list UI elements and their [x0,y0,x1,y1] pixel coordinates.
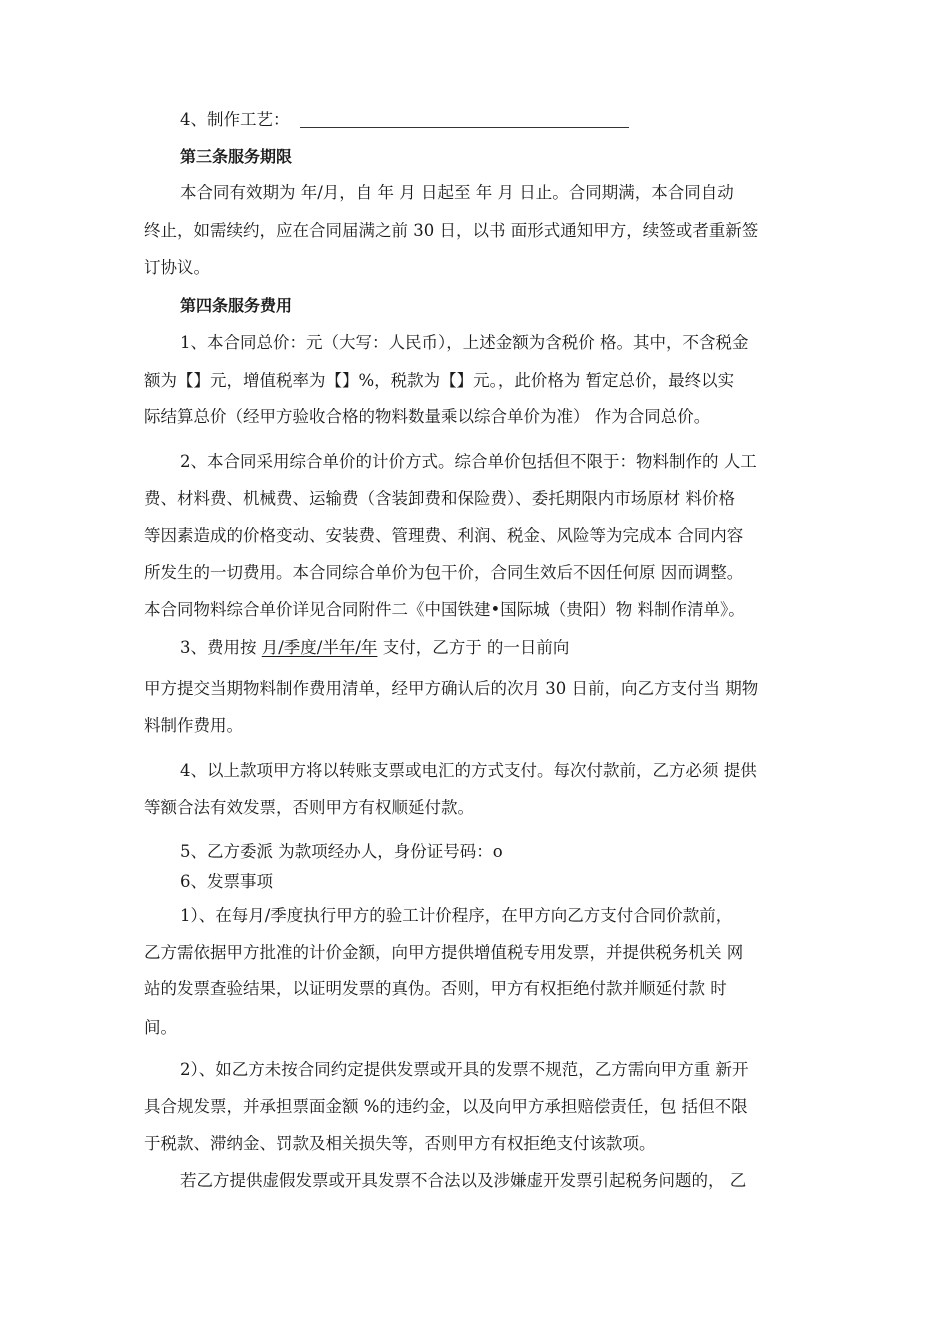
invoice-item-2-line: 2）、如乙方未按合同约定提供发票或开具的发票不规范，乙方需向甲方重 新开 [180,1060,749,1079]
paragraph-3-first-line [180,638,569,658]
paragraph-5: 5、乙方委派 为款项经办人，身份证号码：o [180,842,503,861]
invoice-item-1-line: 1）、在每月/季度执行甲方的验工计价程序，在甲方向乙方支付合同价款前， [180,906,733,925]
invoice-item-2-line: 具合规发票，并承担票面金额 %的违约金，以及向甲方承担赔偿责任，包 括但不限 [144,1097,748,1116]
paragraph-4-line: 等额合法有效发票，否则甲方有权顺延付款。 [144,798,474,817]
invoice-item-2-line: 于税款、滞纳金、罚款及相关损失等，否则甲方有权拒绝支付该款项。 [144,1134,656,1153]
paragraph-2-line: 等因素造成的价格变动、安装费、管理费、利润、税金、风险等为完成本 合同内容 [144,526,744,545]
payment-period-options: 月/季度/半年/年 [261,638,378,657]
section-4-heading: 第四条服务费用 [180,296,293,315]
paragraph-4-line: 4、以上款项甲方将以转账支票或电汇的方式支付。每次付款前，乙方必须 提供 [180,761,757,780]
invoice-item-1-line: 乙方需依据甲方批准的计价金额，向甲方提供增值税专用发票，并提供税务机关 网 [144,943,744,962]
paragraph-3-line: 甲方提交当期物料制作费用清单，经甲方确认后的次月 30 日前，向乙方支付当 期物 [144,679,759,698]
paragraph-2-line: 费、材料费、机械费、运输费（含装卸费和保险费）、委托期限内市场原材 料价格 [144,489,735,508]
section-3-heading: 第三条服务期限 [180,147,293,166]
paragraph-2-line: 所发生的一切费用。本合同综合单价为包干价，合同生效后不因任何原 因而调整。 [144,563,744,582]
section-3-line: 本合同有效期为 年/月，自 年 月 日起至 年 月 日止。合同期满，本合同自动 [180,183,734,202]
paragraph-1-line: 际结算总价（经甲方验收合格的物料数量乘以综合单价为准） 作为合同总价。 [144,407,711,426]
paragraph-3-line: 料制作费用。 [144,716,243,735]
item-4-label: 4、制作工艺： [180,110,290,129]
paragraph-6-title: 6、发票事项 [180,872,273,891]
paragraph-7-line: 若乙方提供虚假发票或开具发票不合法以及涉嫌虚开发票引起税务问题的， 乙 [180,1171,747,1190]
paragraph-3-suffix: 支付，乙方于 的一日前向 [382,638,570,657]
section-3-line: 终止，如需续约，应在合同届满之前 30 日，以书 面形式通知甲方，续签或者重新签 [144,221,759,240]
invoice-item-1-line: 间。 [144,1018,177,1037]
item-4-blank-line [300,127,629,128]
paragraph-1-line: 1、本合同总价：元（大写：人民币），上述金额为含税价 格。其中，不含税金 [180,333,749,352]
paragraph-2-line: 本合同物料综合单价详见合同附件二《中国铁建•国际城（贵阳）物 料制作清单》。 [144,600,745,619]
section-3-line: 订协议。 [144,258,210,277]
invoice-item-1-line: 站的发票查验结果，以证明发票的真伪。否则，甲方有权拒绝付款并顺延付款 时 [144,979,727,998]
paragraph-1-line: 额为【】元，增值税率为【】%，税款为【】元。，此价格为 暂定总价，最终以实 [144,371,735,390]
paragraph-3-prefix: 3、费用按 [180,638,257,657]
paragraph-2-line: 2、本合同采用综合单价的计价方式。综合单价包括但不限于：物料制作的 人工 [180,452,757,471]
